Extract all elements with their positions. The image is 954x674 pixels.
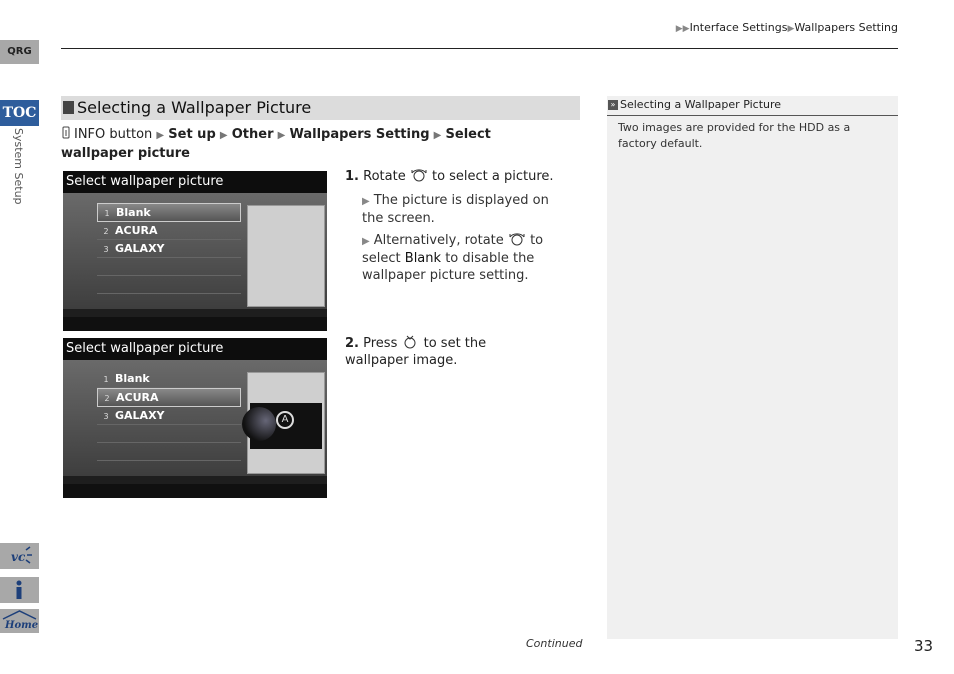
breadcrumb-arrow-icon: ▶ bbox=[787, 24, 795, 34]
header-divider bbox=[61, 48, 898, 49]
section-header bbox=[61, 96, 580, 120]
breadcrumb bbox=[676, 21, 898, 34]
note-text: Two images are provided for the HDD as a factory default. bbox=[618, 121, 851, 150]
section-title: Selecting a Wallpaper Picture bbox=[77, 98, 312, 117]
globe-image bbox=[242, 407, 276, 441]
list-item-galaxy[interactable] bbox=[97, 240, 241, 258]
qrg-tab[interactable]: QRG bbox=[0, 40, 39, 64]
info-tab[interactable] bbox=[0, 577, 39, 603]
breadcrumb-item-interface-settings[interactable]: Interface Settings bbox=[689, 21, 788, 34]
path-other: Other bbox=[231, 127, 274, 142]
note-title: Selecting a Wallpaper Picture bbox=[620, 98, 782, 111]
wallpaper-list bbox=[97, 370, 241, 461]
path-start: INFO button bbox=[74, 127, 153, 142]
screen-footer bbox=[63, 484, 327, 498]
wallpaper-list bbox=[97, 203, 241, 294]
sub-text: The picture is displayed on the screen. bbox=[362, 193, 549, 226]
list-item-label: GALAXY bbox=[115, 409, 165, 422]
list-item-label: Blank bbox=[116, 206, 151, 219]
section-side-label: System Setup bbox=[12, 128, 25, 205]
voice-icon bbox=[0, 543, 39, 569]
svg-text:Home: Home bbox=[5, 620, 39, 631]
note-header bbox=[607, 96, 898, 116]
svg-text:vc: vc bbox=[11, 550, 26, 564]
note-icon: » bbox=[608, 100, 618, 110]
list-item-label: ACURA bbox=[116, 391, 159, 404]
home-tab[interactable] bbox=[0, 609, 39, 633]
step-2 bbox=[345, 335, 505, 369]
sub-text-blank: Blank bbox=[404, 251, 442, 266]
rotate-knob-icon bbox=[508, 232, 526, 246]
wallpaper-preview-acura bbox=[247, 372, 325, 474]
wallpaper-preview-blank bbox=[247, 205, 325, 307]
list-item-acura[interactable] bbox=[97, 222, 241, 240]
path-arrow-icon: ▶ bbox=[277, 130, 286, 141]
list-item-number: 1 bbox=[103, 375, 109, 384]
voice-command-tab[interactable] bbox=[0, 543, 39, 569]
list-item-blank[interactable] bbox=[97, 203, 241, 222]
toc-tab[interactable]: TOC bbox=[0, 100, 39, 126]
path-arrow-icon: ▶ bbox=[433, 130, 442, 141]
list-item-label: ACURA bbox=[115, 224, 158, 237]
list-item-number: 2 bbox=[104, 394, 110, 403]
step-1-sub-1 bbox=[362, 192, 562, 227]
list-item-acura[interactable] bbox=[97, 388, 241, 407]
step-text: Rotate bbox=[363, 169, 406, 184]
info-button-icon bbox=[61, 126, 71, 139]
breadcrumb-item-wallpapers-setting[interactable]: Wallpapers Setting bbox=[794, 21, 898, 34]
list-item-galaxy[interactable] bbox=[97, 407, 241, 425]
path-arrow-icon: ▶ bbox=[156, 130, 165, 141]
info-icon bbox=[0, 577, 39, 603]
step-text: to select a picture. bbox=[431, 169, 554, 184]
step-text: Press bbox=[363, 336, 398, 351]
list-item-label: GALAXY bbox=[115, 242, 165, 255]
list-item-empty bbox=[97, 276, 241, 294]
screen-title: Select wallpaper picture bbox=[63, 171, 327, 193]
press-knob-icon bbox=[401, 335, 419, 349]
list-item-empty bbox=[97, 443, 241, 461]
step-number: 2. bbox=[345, 336, 359, 351]
sub-text: to select bbox=[362, 233, 544, 266]
list-item-number: 3 bbox=[103, 412, 109, 421]
breadcrumb-arrow-icon: ▶▶ bbox=[675, 24, 690, 34]
step-1 bbox=[345, 168, 554, 185]
list-item-number: 3 bbox=[103, 245, 109, 254]
sub-arrow-icon: ▶ bbox=[362, 196, 370, 207]
sub-arrow-icon: ▶ bbox=[362, 236, 370, 247]
list-item-number: 2 bbox=[103, 227, 109, 236]
screen-select-wallpaper-1 bbox=[63, 171, 327, 331]
section-square-icon bbox=[63, 101, 74, 114]
sub-text: to disable the wallpaper picture setting. bbox=[362, 251, 535, 283]
page-number: 33 bbox=[914, 637, 934, 655]
rotate-knob-icon bbox=[410, 168, 428, 182]
menu-path bbox=[61, 126, 521, 163]
note-box bbox=[607, 96, 898, 639]
acura-wallpaper-image bbox=[250, 403, 322, 449]
screen-footer bbox=[63, 317, 327, 331]
step-text: to set the wallpaper image. bbox=[345, 336, 487, 368]
path-arrow-icon: ▶ bbox=[219, 130, 228, 141]
list-item-empty bbox=[97, 258, 241, 276]
step-number: 1. bbox=[345, 169, 359, 184]
home-icon bbox=[0, 609, 39, 633]
list-item-number: 1 bbox=[104, 209, 110, 218]
list-item-blank[interactable] bbox=[97, 370, 241, 388]
path-select-wallpaper: Select wallpaper picture bbox=[61, 127, 491, 161]
list-item-empty bbox=[97, 425, 241, 443]
list-item-label: Blank bbox=[115, 372, 150, 385]
path-wallpapers-setting: Wallpapers Setting bbox=[289, 127, 430, 142]
step-1-sub-2 bbox=[362, 232, 562, 284]
continued-label: Continued bbox=[526, 637, 583, 650]
sub-text: Alternatively, rotate bbox=[373, 233, 504, 248]
acura-logo-icon: A bbox=[276, 411, 294, 429]
path-set-up: Set up bbox=[168, 127, 216, 142]
screen-title: Select wallpaper picture bbox=[63, 338, 327, 360]
screen-select-wallpaper-2 bbox=[63, 338, 327, 498]
